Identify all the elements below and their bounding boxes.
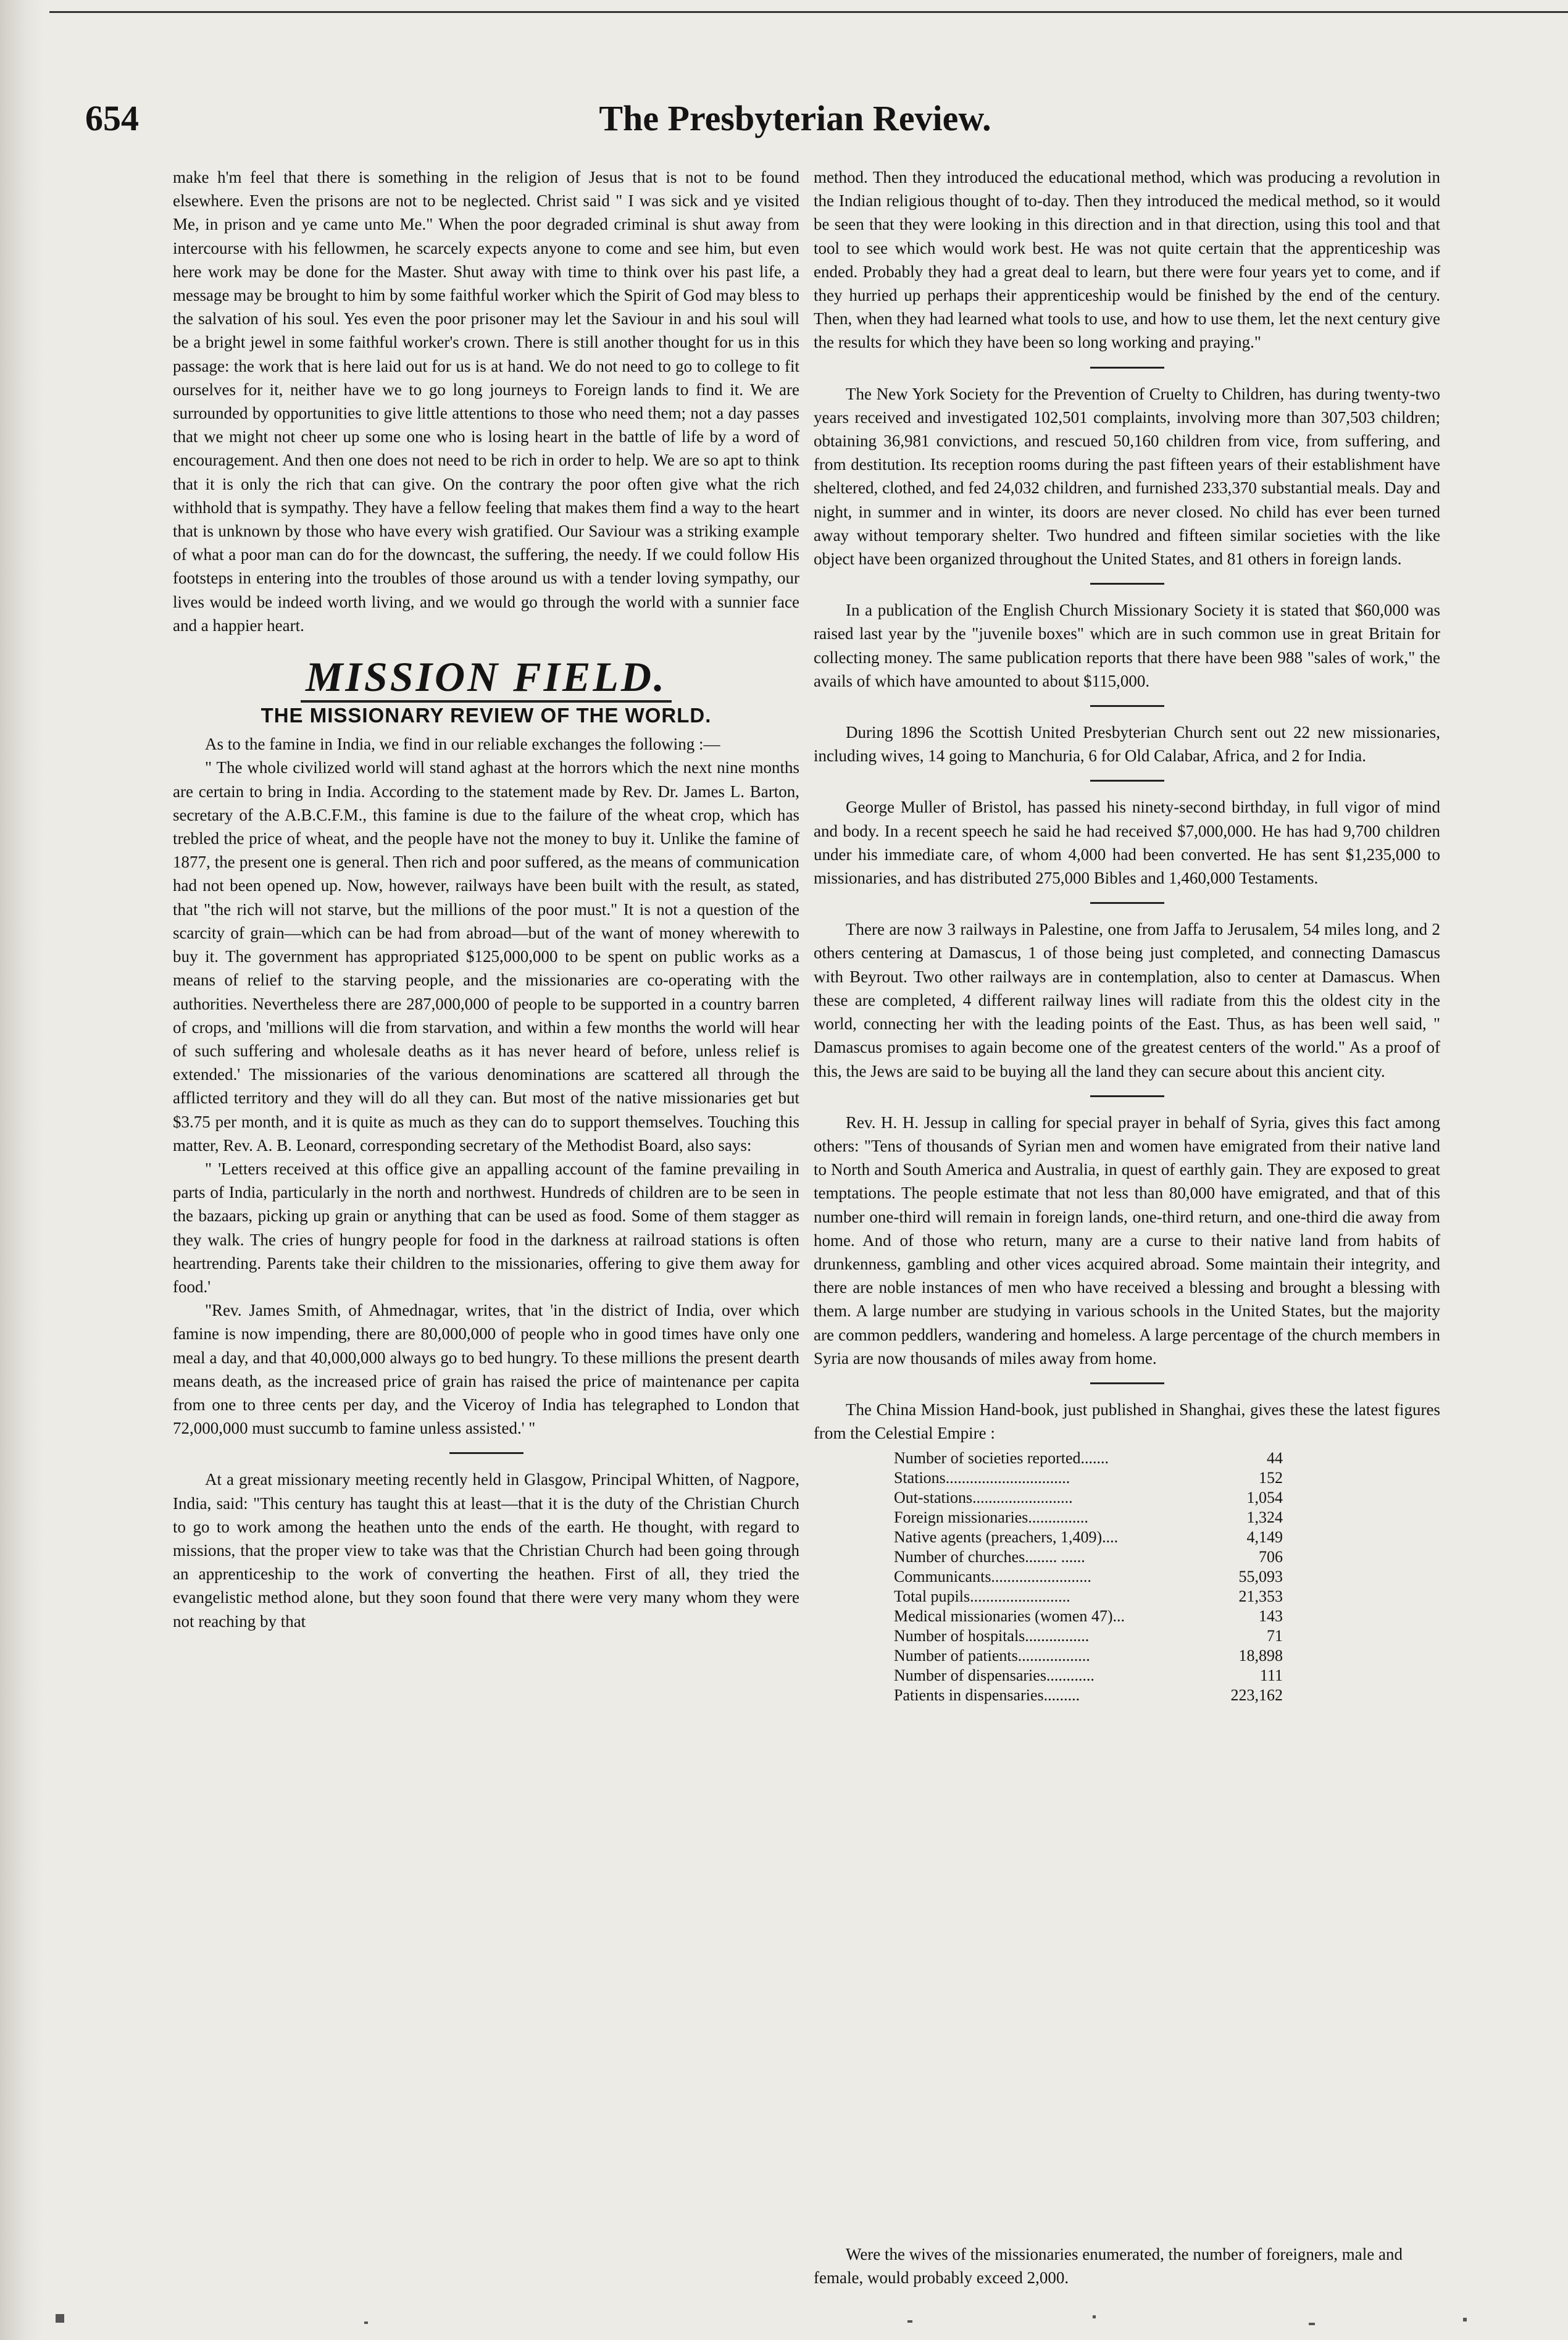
stats-label: Number of hospitals................: [894, 1627, 1090, 1645]
separator-rule: [1090, 367, 1164, 369]
stats-value: 706: [1259, 1548, 1283, 1566]
stats-row: [894, 1488, 1283, 1508]
separator-rule: [1090, 1382, 1164, 1384]
stats-value: 111: [1259, 1666, 1283, 1685]
stats-label: Patients in dispensaries.........: [894, 1686, 1080, 1705]
mission-field-text: MISSION FIELD.: [301, 653, 672, 703]
stats-row: [894, 1686, 1283, 1705]
stats-value: 18,898: [1238, 1647, 1283, 1665]
stats-row: [894, 1508, 1283, 1527]
famine-quote-1: " The whole civilized world will stand aghast at the horrors which the next nine months are certain to bring in India. According to the statement made by Rev. Dr. James L. Barton, secretary of the A.B.C.F.M., this famine is due to the failure of the wheat crop, which has trebled the price of wheat, and the people have not the money to buy it. Unlike the famine of 1877, the present one is general. Then rich and poor suffered, as the means of communication had not been opened up. Now, however, railways have been built with the result, as stated, that "the rich will not starve, but the millions of the poor must." It is not a question of the scarcity of grain—which can be had from abroad—but of the want of money wherewith to buy it. The government has appropriated $125,000,000 to be spent on public works as a means of relief to the starving people, and the missionaries are co-operating with the authorities. Nevertheless there are 287,000,000 of people to be supported in a country barren of crops, and 'millions will die from starvation, and within a few months the world will hear of such suffering and wholesale deaths as it has never heard of before, unless relief is extended.' The missionaries of the various denominations are scattered all through the afflicted territory and they will do all they can. But most of the native missionaries get but $3.75 per month, and it is quite as much as they can do to support themselves. Touching this matter, Rev. A. B. Leonard, corresponding secretary of the Methodist Board, also says:: [173, 758, 799, 1155]
stats-label: Foreign missionaries...............: [894, 1508, 1088, 1527]
stats-value: 21,353: [1238, 1587, 1283, 1606]
stats-value: 143: [1259, 1607, 1283, 1626]
mission-field-banner: [173, 653, 799, 700]
separator-rule: [1090, 780, 1164, 782]
separator-rule: [1090, 705, 1164, 707]
jessup-syria-paragraph: Rev. H. H. Jessup in calling for special prayer in behalf of Syria, gives this fact among others: "Tens of thousands of Syrian men and women have emigrated from their native land to North and South America and Australia, in quest of earthly gain. They are exposed to great temptations. The people estimate that not less than 80,000 have emigrated, and that of this number one-third will remain in foreign lands, one-third return, and one-third die away from home. And of those who return, many are a curse to their native land from habits of drunkenness, gambling and other vices acquired abroad. Some maintain their integrity, and there are noble instances of men who have received a blessing and brought a blessing with them. A large number are studying in various schools in the United States, but the majority are common peddlers, wandering and homeless. A large percentage of the church members in Syria are now thousands of miles away from home.: [814, 1113, 1440, 1368]
separator-rule: [449, 1452, 523, 1454]
stats-row: [894, 1468, 1283, 1488]
stats-row: [894, 1547, 1283, 1567]
continuation-paragraph: method. Then they introduced the educational method, which was producing a revolution in the Indian religious thought of to-day. Then they introduced the medical method, so it would be seen that they were looking in this direction and in that direction, using this tool and that tool to see which would work best. He was not quite certain that the apprenticeship was ended. Probably they had a great deal to learn, but there were four years yet to come, and if they hurried up perhaps their apprenticeship would be finished by the end of the century. Then, when they had learned what tools to use, and how to use them, let the next century give the results for which they have been so long working and praying.": [814, 168, 1440, 352]
stats-value: 55,093: [1238, 1568, 1283, 1586]
famine-quote-3: "Rev. James Smith, of Ahmednagar, writes, that 'in the district of India, over which famine is now impending, there are 80,000,000 of people who in good times have only one meal a day, and that 40,000,000 always go to bed hungry. To these millions the present dearth means death, as the increased price of grain has raised the price of maintenance per capita from one to three cents per day, and the Viceroy of India has telegraphed to London that 72,000,000 must succumb to famine unless assisted.' ": [173, 1301, 799, 1438]
stats-row: [894, 1567, 1283, 1587]
top-rule: [49, 11, 1568, 13]
stats-row: [894, 1448, 1283, 1468]
left-column: [173, 165, 799, 1633]
stats-value: 223,162: [1230, 1686, 1283, 1705]
separator-rule: [1090, 1095, 1164, 1097]
stats-label: Medical missionaries (women 47)...: [894, 1607, 1125, 1626]
scottish-united-paragraph: During 1896 the Scottish United Presbyterian Church sent out 22 new missionaries, including wives, 14 going to Manchuria, 6 for Old Calabar, Africa, and 2 for India.: [814, 723, 1440, 766]
stats-row: [894, 1587, 1283, 1607]
stats-label: Communicants.........................: [894, 1568, 1091, 1586]
stats-label: Native agents (preachers, 1,409)....: [894, 1528, 1119, 1547]
stats-label: Number of dispensaries............: [894, 1666, 1095, 1685]
journal-title: The Presbyterian Review.: [599, 98, 991, 138]
famine-intro: As to the famine in India, we find in our reliable exchanges the following :—: [205, 735, 720, 754]
stats-value: 1,324: [1246, 1508, 1283, 1527]
page-number: 654: [85, 98, 139, 138]
stats-row: [894, 1527, 1283, 1547]
cruelty-society-paragraph: The New York Society for the Prevention of Cruelty to Children, has during twenty-two years received and investigated 102,501 complaints, involving more than 307,503 children; obtaining 36,981 convictions, and rescued 50,160 children from vice, from suffering, and from destitution. Its reception rooms during the past fifteen years of their establishment have sheltered, clothed, and fed 24,032 children, and furnished 233,370 substantial meals. Day and night, in summer and in winter, its doors are never closed. No child has ever been turned away without temporary shelter. Two hundred and fifteen similar societies with the like object have been organized throughout the United States, and 81 others in foreign lands.: [814, 384, 1440, 569]
china-closing-paragraph: Were the wives of the missionaries enumerated, the number of foreigners, male and female, would probably exceed 2,000.: [814, 2245, 1403, 2287]
bottom-scan-specks: [43, 2309, 1568, 2334]
stats-label: Stations...............................: [894, 1469, 1070, 1487]
stats-label: Number of patients..................: [894, 1647, 1090, 1665]
page-binding-edge: [0, 0, 43, 2340]
stats-row: [894, 1626, 1283, 1646]
stats-label: Out-stations.........................: [894, 1489, 1073, 1507]
stats-row: [894, 1607, 1283, 1626]
stats-row: [894, 1646, 1283, 1666]
intro-paragraph: make h'm feel that there is something in the religion of Jesus that is not to be found elsewhere. Even the prisons are not to be neglected. Christ said " I was sick and ye visited Me, in prison and ye came unto Me." When the poor degraded criminal is shut away from intercourse with his fellowmen, he scarcely expects anyone to come and see him, but even here work may be done for the Master. Shut away with time to think over his past life, a message may be brought to him by some faithful worker which the Spirit of God may bless to the salvation of his soul. Yes even the poor prisoner may let the Saviour in and his soul will be a bright jewel in some faithful worker's crown. There is still another thought for us in this passage: the work that is here laid out for us is at hand. We do not need to go to college to fit ourselves for it, neither have we to go long journeys to Foreign lands to find it. We are surrounded by opportunities to give little attentions to those who need them; not a day passes that we might not cheer up some one who is losing heart in the battle of life by a word of encouragement. And then one does not need to be rich in order to help. We are so apt to think that it is only the rich that can give. On the contrary the poor often give what the rich withhold that is sympathy. They have a fellow feeling that makes them find a way to the heart that is unknown by those who have every wish gratified. Our Saviour was a striking example of what a poor man can do for the downcast, the suffering, the needy. If we could follow His footsteps in entering into the troubles of those around us with a tender loving sympathy, our lives would be indeed worth living, and we would go through the world with a sunnier face and a happier heart.: [173, 168, 799, 635]
stats-label: Total pupils.........................: [894, 1587, 1070, 1606]
church-missionary-paragraph: In a publication of the English Church Missionary Society it is stated that $60,000 was raised last year by the "juvenile boxes" which are in such common use in great Britain for collecting money. The same publication reports that there have been 988 "sales of work," the avails of which have amounted to about $115,000.: [814, 601, 1440, 690]
china-statistics-table: [894, 1448, 1283, 1705]
china-intro-paragraph: The China Mission Hand-book, just published in Shanghai, gives these the latest figures from the Celestial Empire :: [814, 1400, 1440, 1443]
glasgow-paragraph: At a great missionary meeting recently held in Glasgow, Principal Whitten, of Nagpore, India, said: "This century has taught this at least—that it is the duty of the Christian Church to go to work among the heathen unto the ends of the earth. He thought, with regard to missions, that the proper view to take was that the Christian Church had been going through an apprenticeship to the work of converting the heathen. First of all, they tried the evangelistic method alone, but they soon found that there were very many whom they were not reaching by that: [173, 1470, 799, 1631]
section-title: THE MISSIONARY REVIEW OF THE WORLD.: [261, 704, 712, 727]
famine-quote-2: " 'Letters received at this office give an appalling account of the famine prevailing in parts of India, particularly in the north and northwest. Hundreds of children are to be seen in the bazaars, picking up grain or anything that can be used as food. Some of them stagger as they walk. The cries of hungry people for food in the darkness at railroad stations is often heartrending. Parents take their children to the missionaries, offering to give them away for food.': [173, 1159, 799, 1296]
stats-value: 71: [1267, 1627, 1283, 1645]
stats-value: 1,054: [1246, 1489, 1283, 1507]
stats-row: [894, 1666, 1283, 1686]
stats-label: Number of churches........ ......: [894, 1548, 1085, 1566]
right-column: [814, 165, 1440, 1709]
stats-label: Number of societies reported.......: [894, 1449, 1109, 1468]
separator-rule: [1090, 583, 1164, 585]
page-header: [85, 98, 1505, 153]
stats-value: 4,149: [1246, 1528, 1283, 1547]
stats-value: 44: [1267, 1449, 1283, 1468]
muller-paragraph: George Muller of Bristol, has passed his ninety-second birthday, in full vigor of mind and body. In a recent speech he said he had received $7,000,000. He has had 9,700 children under his immediate care, of whom 4,000 had been converted. He has sent $1,235,000 to missionaries, and has distributed 275,000 Bibles and 1,460,000 Testaments.: [814, 798, 1440, 888]
palestine-railways-paragraph: There are now 3 railways in Palestine, one from Jaffa to Jerusalem, 54 miles long, and 2 others centering at Damascus, 1 of those being just completed, and connecting Damascus with Beyrout. Two other railways are in contemplation, also to center at Damascus. When these are completed, 4 different railway lines will radiate from this the oldest city in the world, connecting her with the leading points of the East. Thus, as has been well said, " Damascus promises to again become one of the greatest centers of the world." As a proof of this, the Jews are said to be buying all the land they can secure about this ancient city.: [814, 920, 1440, 1080]
stats-value: 152: [1259, 1469, 1283, 1487]
separator-rule: [1090, 902, 1164, 904]
